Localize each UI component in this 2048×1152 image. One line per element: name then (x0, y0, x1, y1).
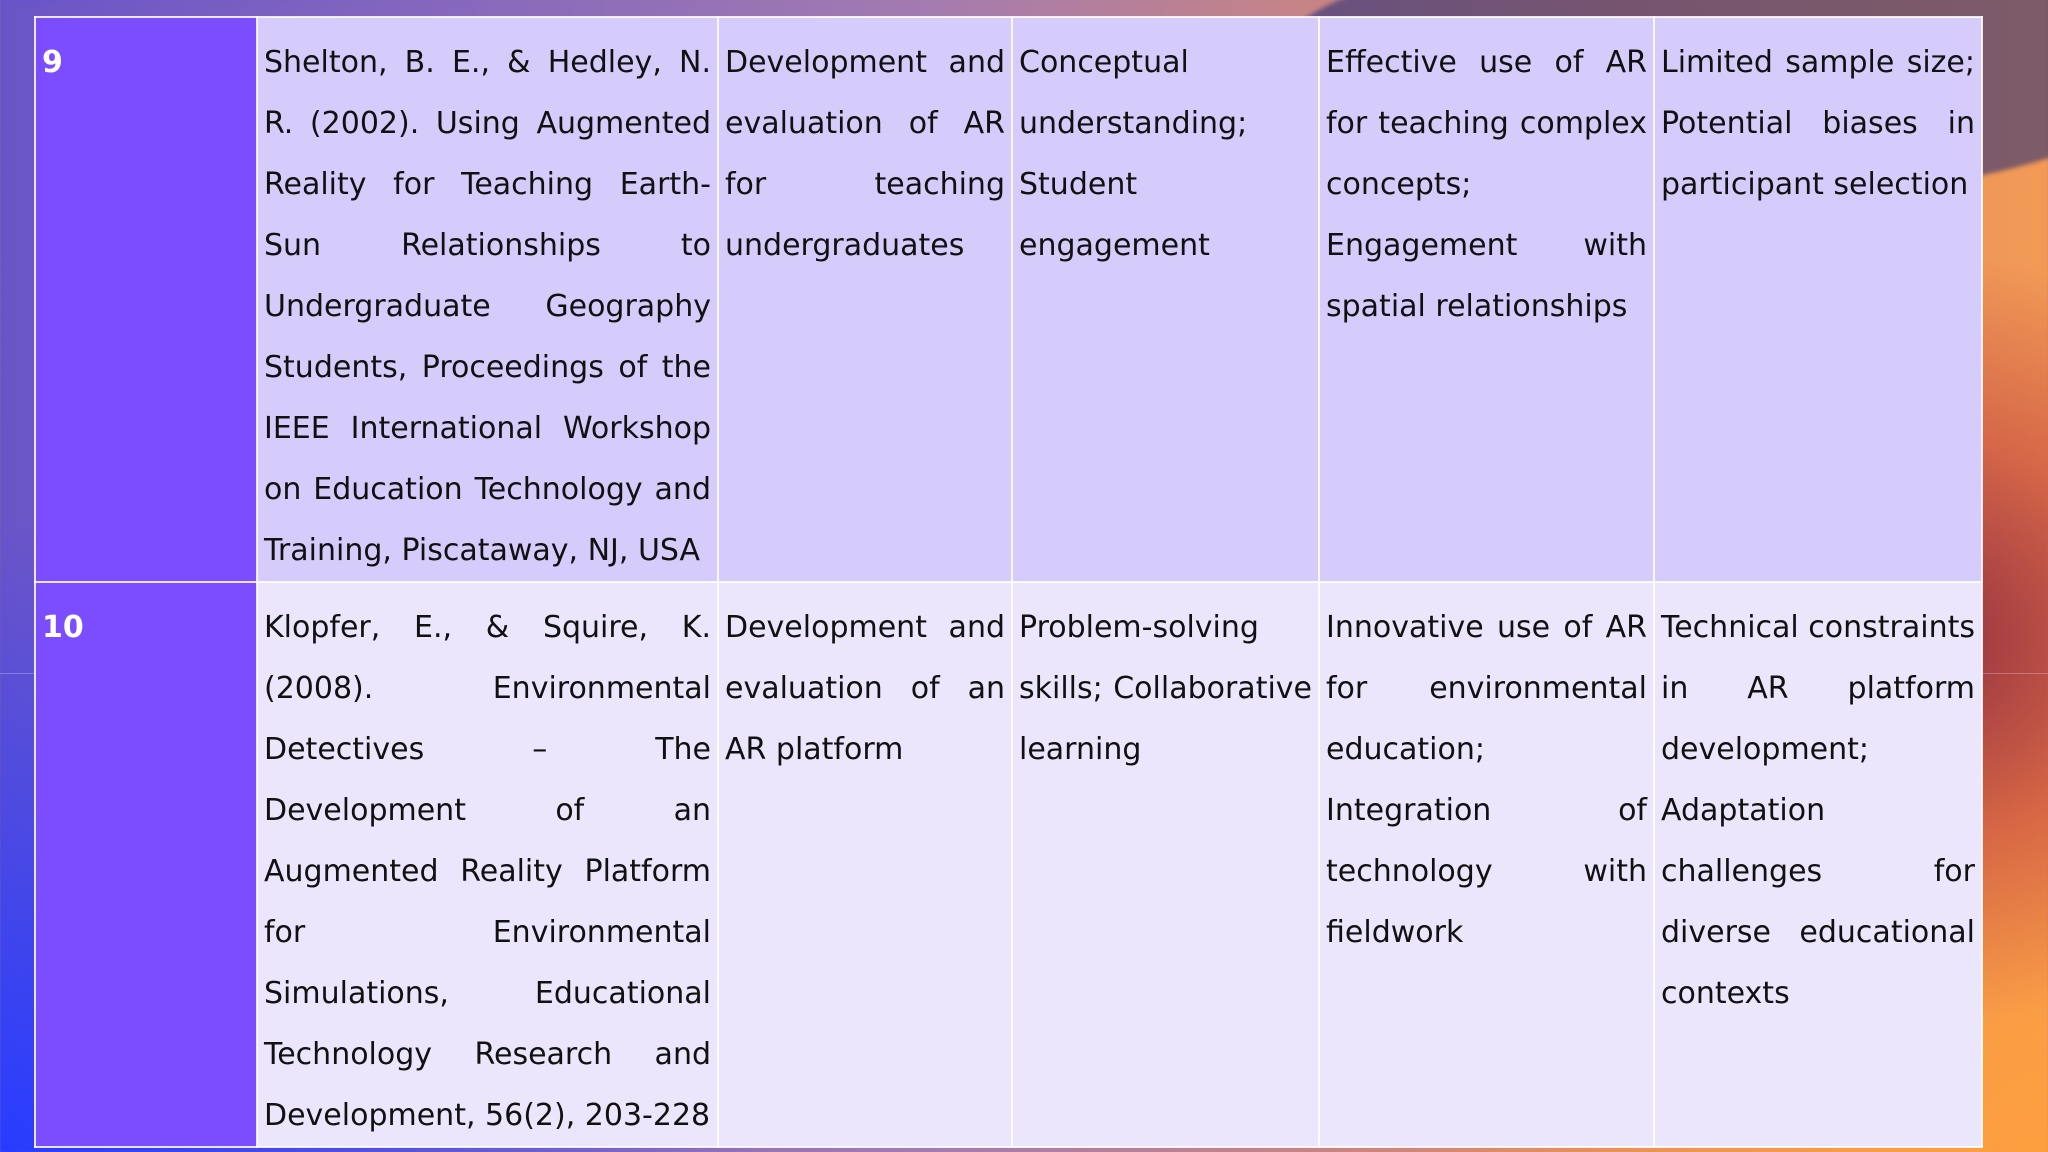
limitations-cell: Technical constraints in AR platform development; Adaptation challenges for diverse educational contexts (1654, 582, 1982, 1147)
table-row (35, 17, 1982, 582)
limitations-cell: Limited sample size; Potential biases in participant selection (1654, 17, 1982, 582)
table-row (35, 582, 1982, 1147)
outcomes-cell: Problem-solving skills; Collaborative learning (1012, 582, 1319, 1147)
literature-review-table (34, 16, 1983, 1148)
row-number: 9 (35, 17, 257, 582)
reference-cell: Klopfer, E., & Squire, K. (2008). Environmental Detectives – The Development of an Augmented Reality Platform for Environmental Simulations, Educational Technology Research and Development, 56(2), 203-228 (257, 582, 718, 1147)
literature-table-container (34, 16, 1981, 1133)
outcomes-cell: Conceptual understanding; Student engagement (1012, 17, 1319, 582)
purpose-cell: Development and evaluation of an AR platform (718, 582, 1012, 1147)
purpose-cell: Development and evaluation of AR for teaching undergraduates (718, 17, 1012, 582)
reference-cell: Shelton, B. E., & Hedley, N. R. (2002). Using Augmented Reality for Teaching Earth-Sun Relationships to Undergraduate Geography Students, Proceedings of the IEEE International Workshop on Education Technology and Training, Piscataway, NJ, USA (257, 17, 718, 582)
row-number: 10 (35, 582, 257, 1147)
strengths-cell: Innovative use of AR for environmental education; Integration of technology with fieldwork (1319, 582, 1654, 1147)
strengths-cell: Effective use of AR for teaching complex concepts; Engagement with spatial relationships (1319, 17, 1654, 582)
